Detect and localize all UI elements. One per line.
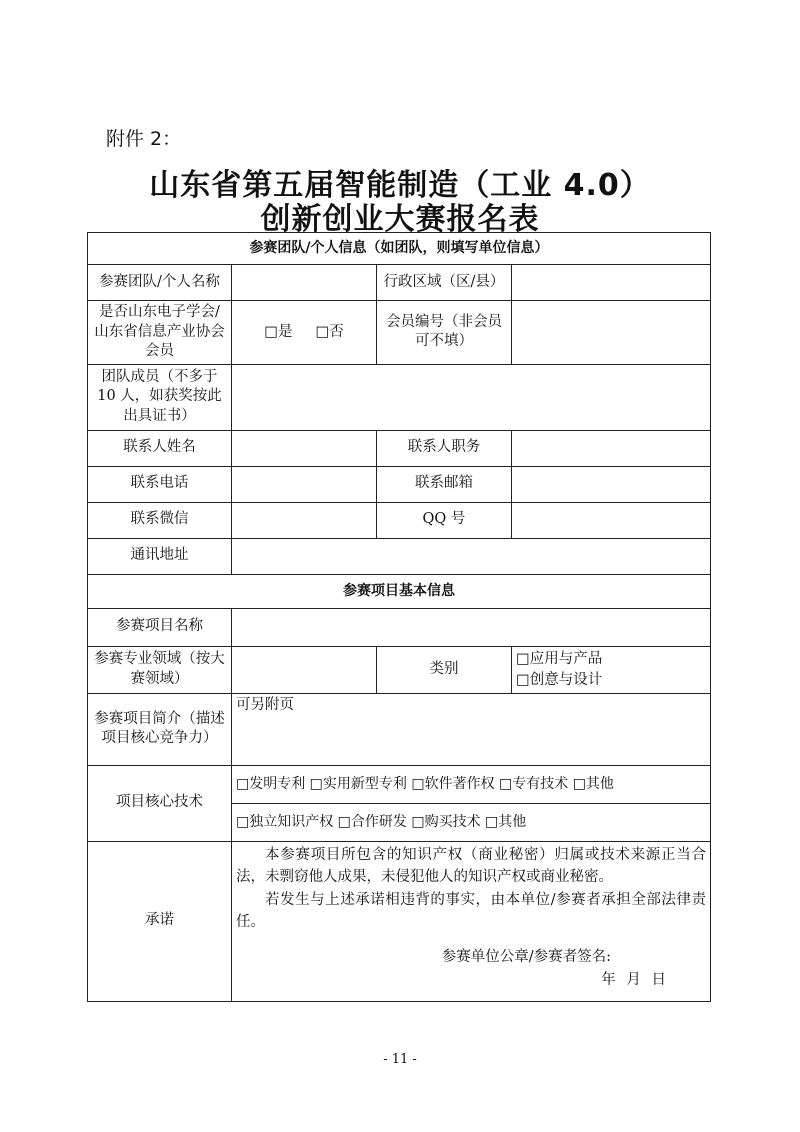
core-tech-options-line2[interactable]: □独立知识产权 □合作研发 □购买技术 □其他: [232, 803, 711, 841]
signature-line: 参赛单位公章/参赛者签名:: [441, 948, 611, 965]
address-label: 通讯地址: [88, 538, 232, 574]
project-name-label: 参赛项目名称: [88, 608, 232, 646]
contact-wechat-field[interactable]: [232, 502, 377, 538]
yes-checkbox[interactable]: □是: [264, 323, 293, 340]
attachment-label: 附件 2：: [106, 128, 182, 150]
core-tech-options-line1[interactable]: □发明专利 □实用新型专利 □软件著作权 □专有技术 □其他: [232, 765, 711, 803]
pledge-label: 承诺: [88, 841, 232, 1001]
project-field-input[interactable]: [232, 646, 377, 693]
contact-email-label: 联系邮箱: [377, 466, 512, 502]
qq-field[interactable]: [512, 502, 711, 538]
category-label: 类别: [377, 646, 512, 693]
registration-form-table: [87, 232, 711, 1002]
address-field[interactable]: [232, 538, 711, 574]
contact-wechat-label: 联系微信: [88, 502, 232, 538]
section-project-info-header: 参赛项目基本信息: [88, 574, 711, 608]
member-number-label: 会员编号（非会员可不填）: [377, 301, 512, 365]
project-intro-label: 参赛项目简介（描述项目核心竞争力）: [88, 693, 232, 765]
contact-title-label: 联系人职务: [377, 430, 512, 466]
form-title-line1: 山东省第五届智能制造（工业 4.0）: [149, 168, 651, 203]
section-team-info-header: 参赛团队/个人信息（如团队，则填写单位信息）: [88, 233, 711, 265]
contact-phone-label: 联系电话: [88, 466, 232, 502]
qq-label: QQ 号: [377, 502, 512, 538]
contact-email-field[interactable]: [512, 466, 711, 502]
membership-question-label: 是否山东电子学会/山东省信息产业协会会员: [88, 301, 232, 365]
core-tech-label: 项目核心技术: [88, 765, 232, 841]
team-name-field[interactable]: [232, 265, 377, 301]
pledge-content: [232, 841, 711, 1001]
category-options: [512, 646, 711, 693]
contact-name-label: 联系人姓名: [88, 430, 232, 466]
category-design-checkbox[interactable]: □创意与设计: [516, 671, 603, 688]
date-line: 年 月 日: [601, 971, 666, 988]
member-number-field[interactable]: [512, 301, 711, 365]
project-intro-field[interactable]: [232, 693, 711, 765]
page-number: - 11 -: [383, 1052, 417, 1067]
project-field-label: 参赛专业领域（按大赛领域）: [88, 646, 232, 693]
contact-name-field[interactable]: [232, 430, 377, 466]
region-field[interactable]: [512, 265, 711, 301]
attach-page-note: 可另附页: [236, 696, 294, 713]
no-checkbox[interactable]: □否: [315, 323, 344, 340]
membership-options: [232, 301, 377, 365]
pledge-paragraph-1: 本参赛项目所包含的知识产权（商业秘密）归属或技术来源正当合法，未剽窃他人成果，未侵犯他人的知识产权或商业秘密。: [236, 846, 706, 886]
team-name-label: 参赛团队/个人名称: [88, 265, 232, 301]
pledge-paragraph-2: 若发生与上述承诺相违背的事实，由本单位/参赛者承担全部法律责任。: [236, 891, 706, 931]
form-title-line2: 创新创业大赛报名表: [260, 202, 540, 237]
region-label: 行政区域（区/县）: [377, 265, 512, 301]
category-product-checkbox[interactable]: □应用与产品: [516, 650, 603, 667]
project-name-field[interactable]: [232, 608, 711, 646]
team-members-field[interactable]: [232, 364, 711, 430]
contact-title-field[interactable]: [512, 430, 711, 466]
team-members-label: 团队成员（不多于 10 人，如获奖按此出具证书）: [88, 364, 232, 430]
contact-phone-field[interactable]: [232, 466, 377, 502]
